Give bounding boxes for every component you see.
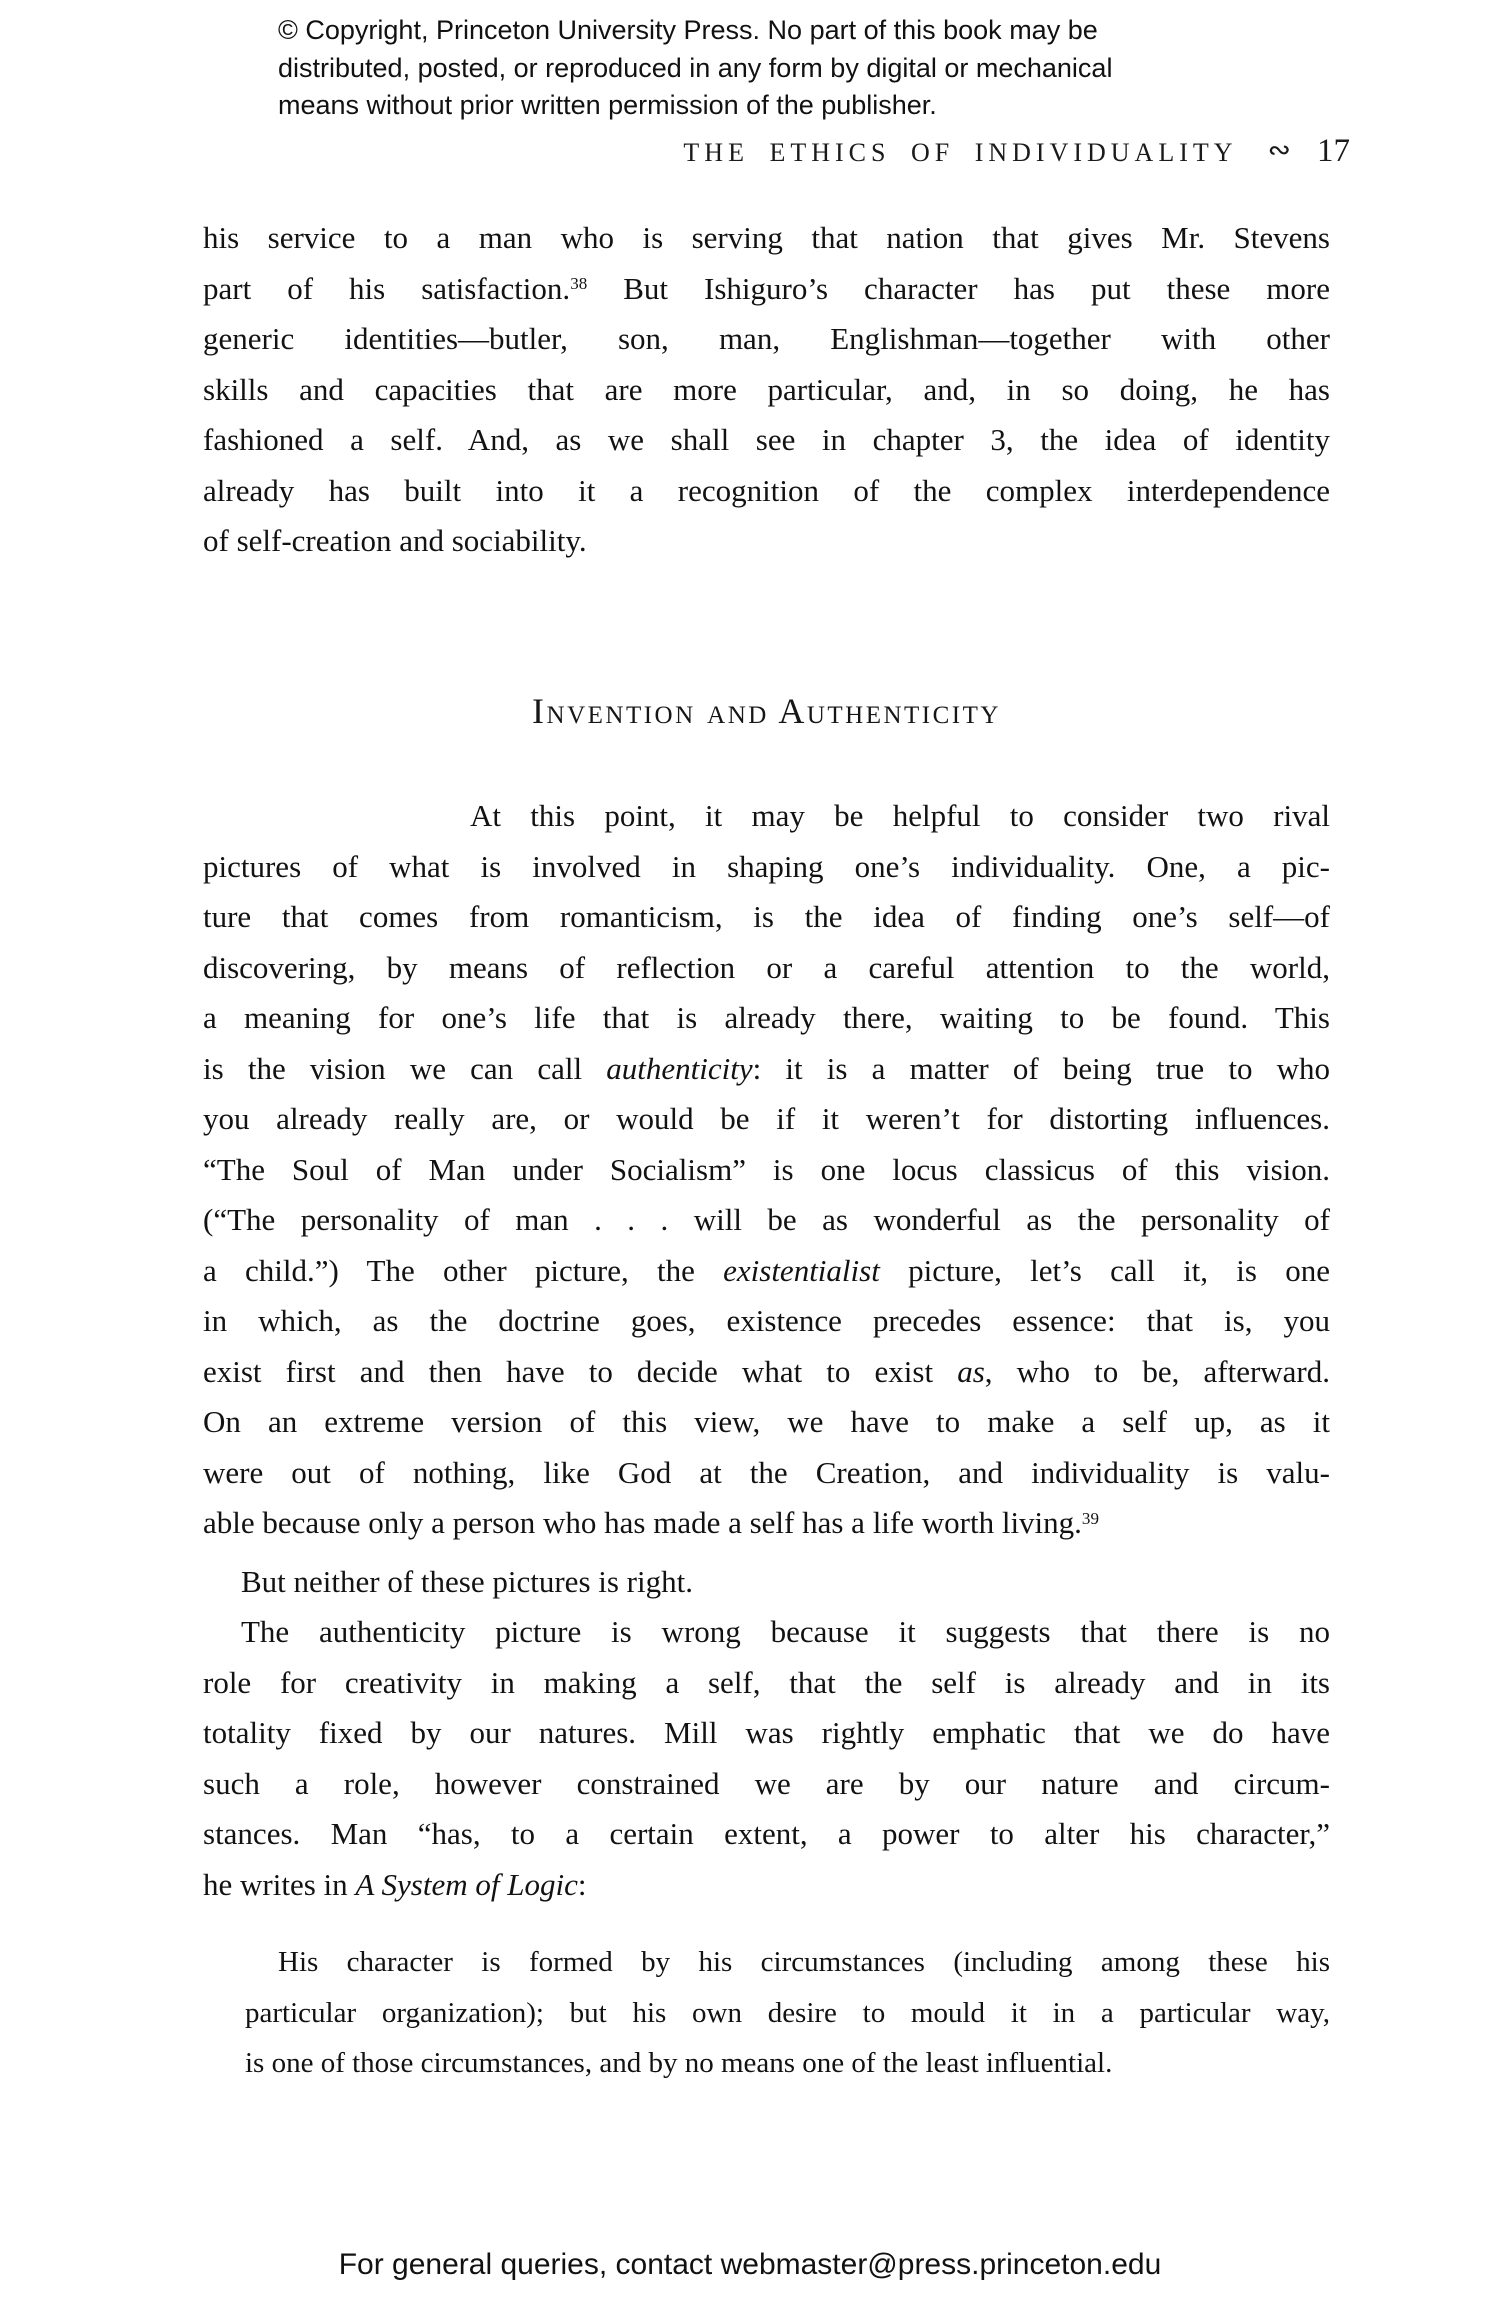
text-line — [203, 1397, 1330, 1448]
text-run: role for creativity in making a self, that the self is already and in its — [203, 1664, 1330, 1700]
text-run: discovering, by means of reflection or a careful attention to the world, — [203, 949, 1330, 985]
text-run: pictures of what is involved in shaping one’s individuality. One, a pic- — [203, 848, 1330, 884]
text-run: At this point, it may be helpful to consider two rival — [470, 798, 1330, 833]
text-run: fashioned a self. And, as we shall see in chapter 3, the idea of identity — [203, 422, 1330, 457]
text-line — [203, 1759, 1330, 1810]
text-line — [203, 516, 1330, 567]
text-line — [203, 1860, 1330, 1911]
text-run: ture that comes from romanticism, is the idea of finding one’s self—of — [203, 899, 1330, 934]
text-line — [203, 213, 1330, 264]
para-authenticity — [203, 1607, 1330, 1910]
text-line — [203, 1607, 1330, 1658]
text-line — [203, 1347, 1330, 1398]
text-run: of self-creation and sociability. — [203, 523, 587, 558]
text-run: his service to a man who is serving that nation that gives Mr. Stevens — [203, 220, 1330, 255]
text-line — [203, 1658, 1330, 1709]
footer-query-line: For general queries, contact webmaster@press.princeton.edu — [338, 2248, 1162, 2281]
italic-text: as — [957, 1353, 985, 1389]
running-head-title: THE ETHICS OF INDIVIDUALITY — [683, 138, 1238, 167]
text-run: The authenticity picture is wrong because it suggests that there is no — [241, 1614, 1330, 1649]
text-line — [203, 892, 1330, 943]
text-run: in which, as the doctrine goes, existence precedes essence: that is, you — [203, 1303, 1330, 1338]
text-run: able because only a person who has made a self has a life worth living. — [203, 1505, 1082, 1540]
text-run: But neither of these pictures is right. — [241, 1564, 693, 1599]
text-line — [203, 1044, 1330, 1095]
para-invention — [203, 791, 1330, 1549]
running-head — [683, 133, 1350, 170]
text-run: he writes in — [203, 1866, 356, 1902]
text-line — [203, 1809, 1330, 1860]
text-run: were out of nothing, like God at the Creation, and individuality is valu- — [203, 1454, 1330, 1490]
text-line — [203, 365, 1330, 416]
text-run: such a role, however constrained we are by our nature and circum- — [203, 1765, 1330, 1801]
text-run: you already really are, or would be if it weren’t for distorting influences. — [203, 1101, 1330, 1136]
text-run: But Ishiguro’s character has put these more — [587, 270, 1330, 306]
copyright-notice — [278, 12, 1112, 125]
text-run: generic identities—butler, son, man, Englishman—together with other — [203, 321, 1330, 356]
text-run: , who to be, afterward. — [984, 1353, 1330, 1389]
text-run: : it is a matter of being true to who — [752, 1050, 1330, 1086]
text-run: “The Soul of Man under Socialism” is one locus classicus of this vision. — [203, 1151, 1330, 1187]
text-line — [245, 1937, 1330, 1988]
text-run: (“The personality of man . . . will be as wonderful as the personality of — [203, 1202, 1330, 1237]
text-line — [203, 1246, 1330, 1297]
italic-text: authenticity — [606, 1050, 753, 1086]
section-heading: Invention and Authenticity — [532, 691, 1001, 731]
text-line — [203, 943, 1330, 994]
text-run: is the vision we can call — [203, 1050, 607, 1086]
text-line — [203, 1557, 1330, 1608]
para-opening — [203, 213, 1330, 567]
text-run: a meaning for one’s life that is already there, waiting to be found. This — [203, 1000, 1330, 1035]
page-number: 17 — [1317, 133, 1350, 169]
text-run: is one of those circumstances, and by no means one of the least influential. — [245, 2047, 1113, 2079]
text-line — [203, 1094, 1330, 1145]
italic-text: A System of Logic — [355, 1866, 578, 1902]
text-line — [203, 842, 1330, 893]
text-run: : — [577, 1866, 587, 1902]
text-line — [245, 2038, 1330, 2089]
text-line — [245, 1988, 1330, 2039]
text-run: totality fixed by our natures. Mill was rightly emphatic that we do have — [203, 1715, 1330, 1750]
text-line — [203, 264, 1330, 315]
text-run: particular organization); but his own desire to mould it in a particular way, — [245, 1996, 1330, 2029]
text-run: a child.”) The other picture, the — [203, 1252, 724, 1288]
text-line — [203, 466, 1330, 517]
footnote-marker: 38 — [570, 274, 588, 294]
text-run: On an extreme version of this view, we have to make a self up, as it — [203, 1404, 1330, 1439]
text-run: part of his satisfaction. — [203, 270, 571, 306]
text-run: skills and capacities that are more particular, and, in so doing, he has — [203, 371, 1330, 407]
text-line — [203, 314, 1330, 365]
swash-ornament-icon: ∾ — [1267, 133, 1291, 166]
text-line — [203, 993, 1330, 1044]
italic-text: existentialist — [723, 1252, 880, 1288]
text-run: exist first and then have to decide what to exist — [203, 1353, 958, 1389]
text-line — [203, 1296, 1330, 1347]
text-line — [203, 1145, 1330, 1196]
text-line — [203, 1195, 1330, 1246]
text-run: stances. Man “has, to a certain extent, a power to alter his character,” — [203, 1816, 1330, 1851]
text-line — [203, 1448, 1330, 1499]
text-run: already has built into it a recognition of the complex interdependence — [203, 472, 1330, 508]
copyright-line: means without prior written permission of the publisher. — [278, 90, 937, 120]
footnote-marker: 39 — [1081, 1508, 1099, 1528]
copyright-line: © Copyright, Princeton University Press. No part of this book may be — [278, 15, 1098, 45]
para-but — [203, 1557, 1330, 1608]
text-run: His character is formed by his circumstances (including among these his — [278, 1946, 1330, 1978]
text-run: picture, let’s call it, is one — [879, 1252, 1330, 1288]
text-line — [203, 791, 1330, 842]
text-line — [203, 415, 1330, 466]
text-line — [203, 1708, 1330, 1759]
quote — [245, 1937, 1330, 2089]
copyright-line: distributed, posted, or reproduced in any form by digital or mechanical — [278, 52, 1113, 83]
text-line — [203, 1498, 1330, 1549]
